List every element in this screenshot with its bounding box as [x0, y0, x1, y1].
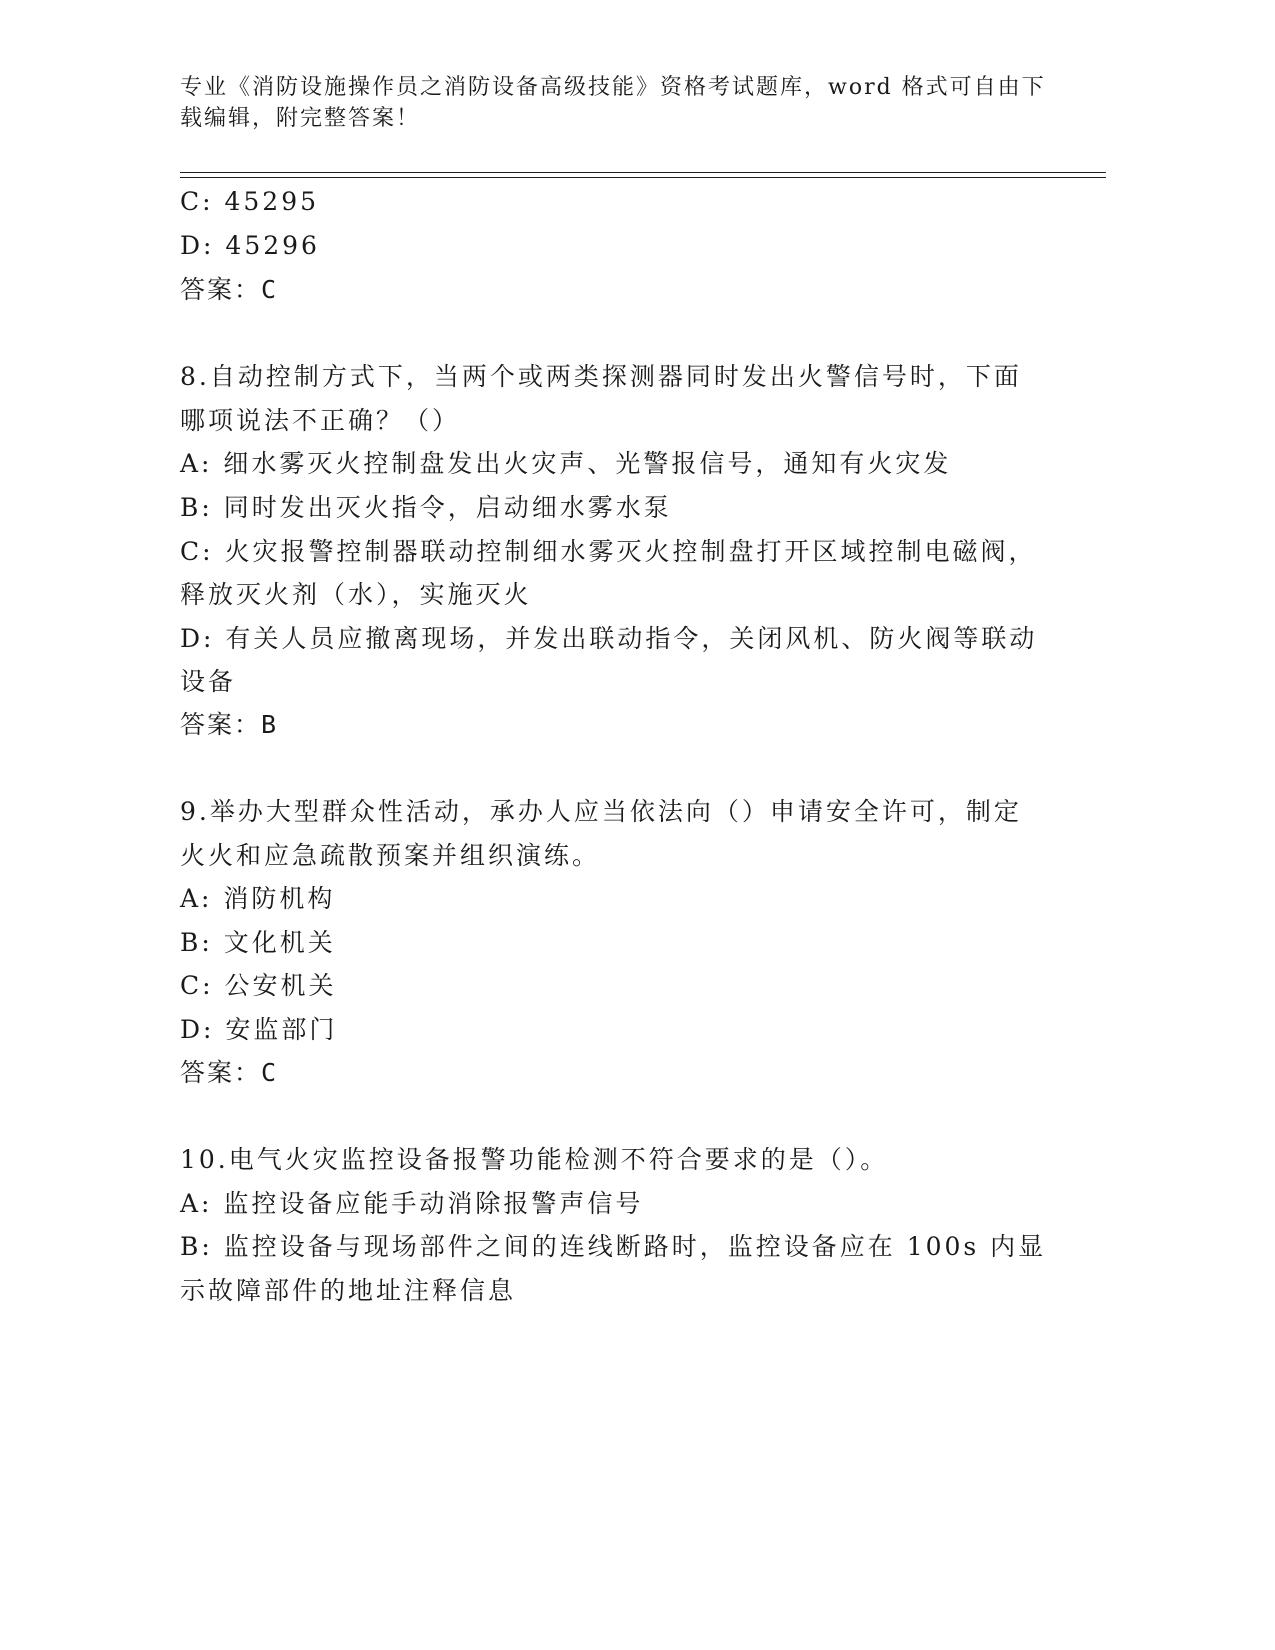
header-line-1: 专业《消防设施操作员之消防设备高级技能》资格考试题库，word 格式可自由下	[180, 75, 1046, 100]
q7-option-d: D: 45296	[180, 231, 320, 260]
q9-option-c: C: 公安机关	[180, 971, 337, 1000]
q7-answer: 答案：C	[180, 275, 279, 304]
q8-stem-line-2: 哪项说法不正确？（）	[180, 406, 461, 435]
q10-stem-line-1: 10.电气火灾监控设备报警功能检测不符合要求的是（）。	[180, 1145, 889, 1174]
q9-option-d: D: 安监部门	[180, 1015, 338, 1044]
q9-option-b: B: 文化机关	[180, 928, 336, 957]
q10-option-b-line-2: 示故障部件的地址注释信息	[180, 1276, 517, 1305]
q8-answer: 答案：B	[180, 710, 279, 739]
q7-option-c: C: 45295	[180, 187, 320, 216]
header-divider-bottom	[180, 177, 1106, 178]
q9-stem-line-2: 火火和应急疏散预案并组织演练。	[180, 841, 601, 870]
q10-option-b-line-1: B: 监控设备与现场部件之间的连线断路时，监控设备应在 100s 内显	[180, 1232, 1047, 1261]
header-divider-top	[180, 172, 1106, 173]
q9-stem-line-1: 9.举办大型群众性活动，承办人应当依法向（）申请安全许可，制定	[180, 797, 1022, 826]
q9-option-a: A: 消防机构	[180, 884, 336, 913]
document-header	[180, 72, 1046, 134]
q10-option-a: A: 监控设备应能手动消除报警声信号	[180, 1189, 644, 1218]
q8-option-d-line-1: D: 有关人员应撤离现场，并发出联动指令，关闭风机、防火阀等联动	[180, 624, 1038, 653]
header-line-2: 载编辑，附完整答案！	[180, 106, 421, 131]
q8-option-b: B: 同时发出灭火指令，启动细水雾水泵	[180, 493, 672, 522]
q9-answer: 答案：C	[180, 1058, 279, 1087]
q8-option-a: A: 细水雾灭火控制盘发出火灾声、光警报信号，通知有火灾发	[180, 449, 952, 478]
q8-option-c-line-1: C: 火灾报警控制器联动控制细水雾灭火控制盘打开区域控制电磁阀，	[180, 537, 1037, 566]
q8-option-d-line-2: 设备	[180, 667, 237, 696]
q8-stem-line-1: 8.自动控制方式下，当两个或两类探测器同时发出火警信号时，下面	[180, 362, 1022, 391]
q8-option-c-line-2: 释放灭火剂（水），实施灭火	[180, 580, 532, 609]
